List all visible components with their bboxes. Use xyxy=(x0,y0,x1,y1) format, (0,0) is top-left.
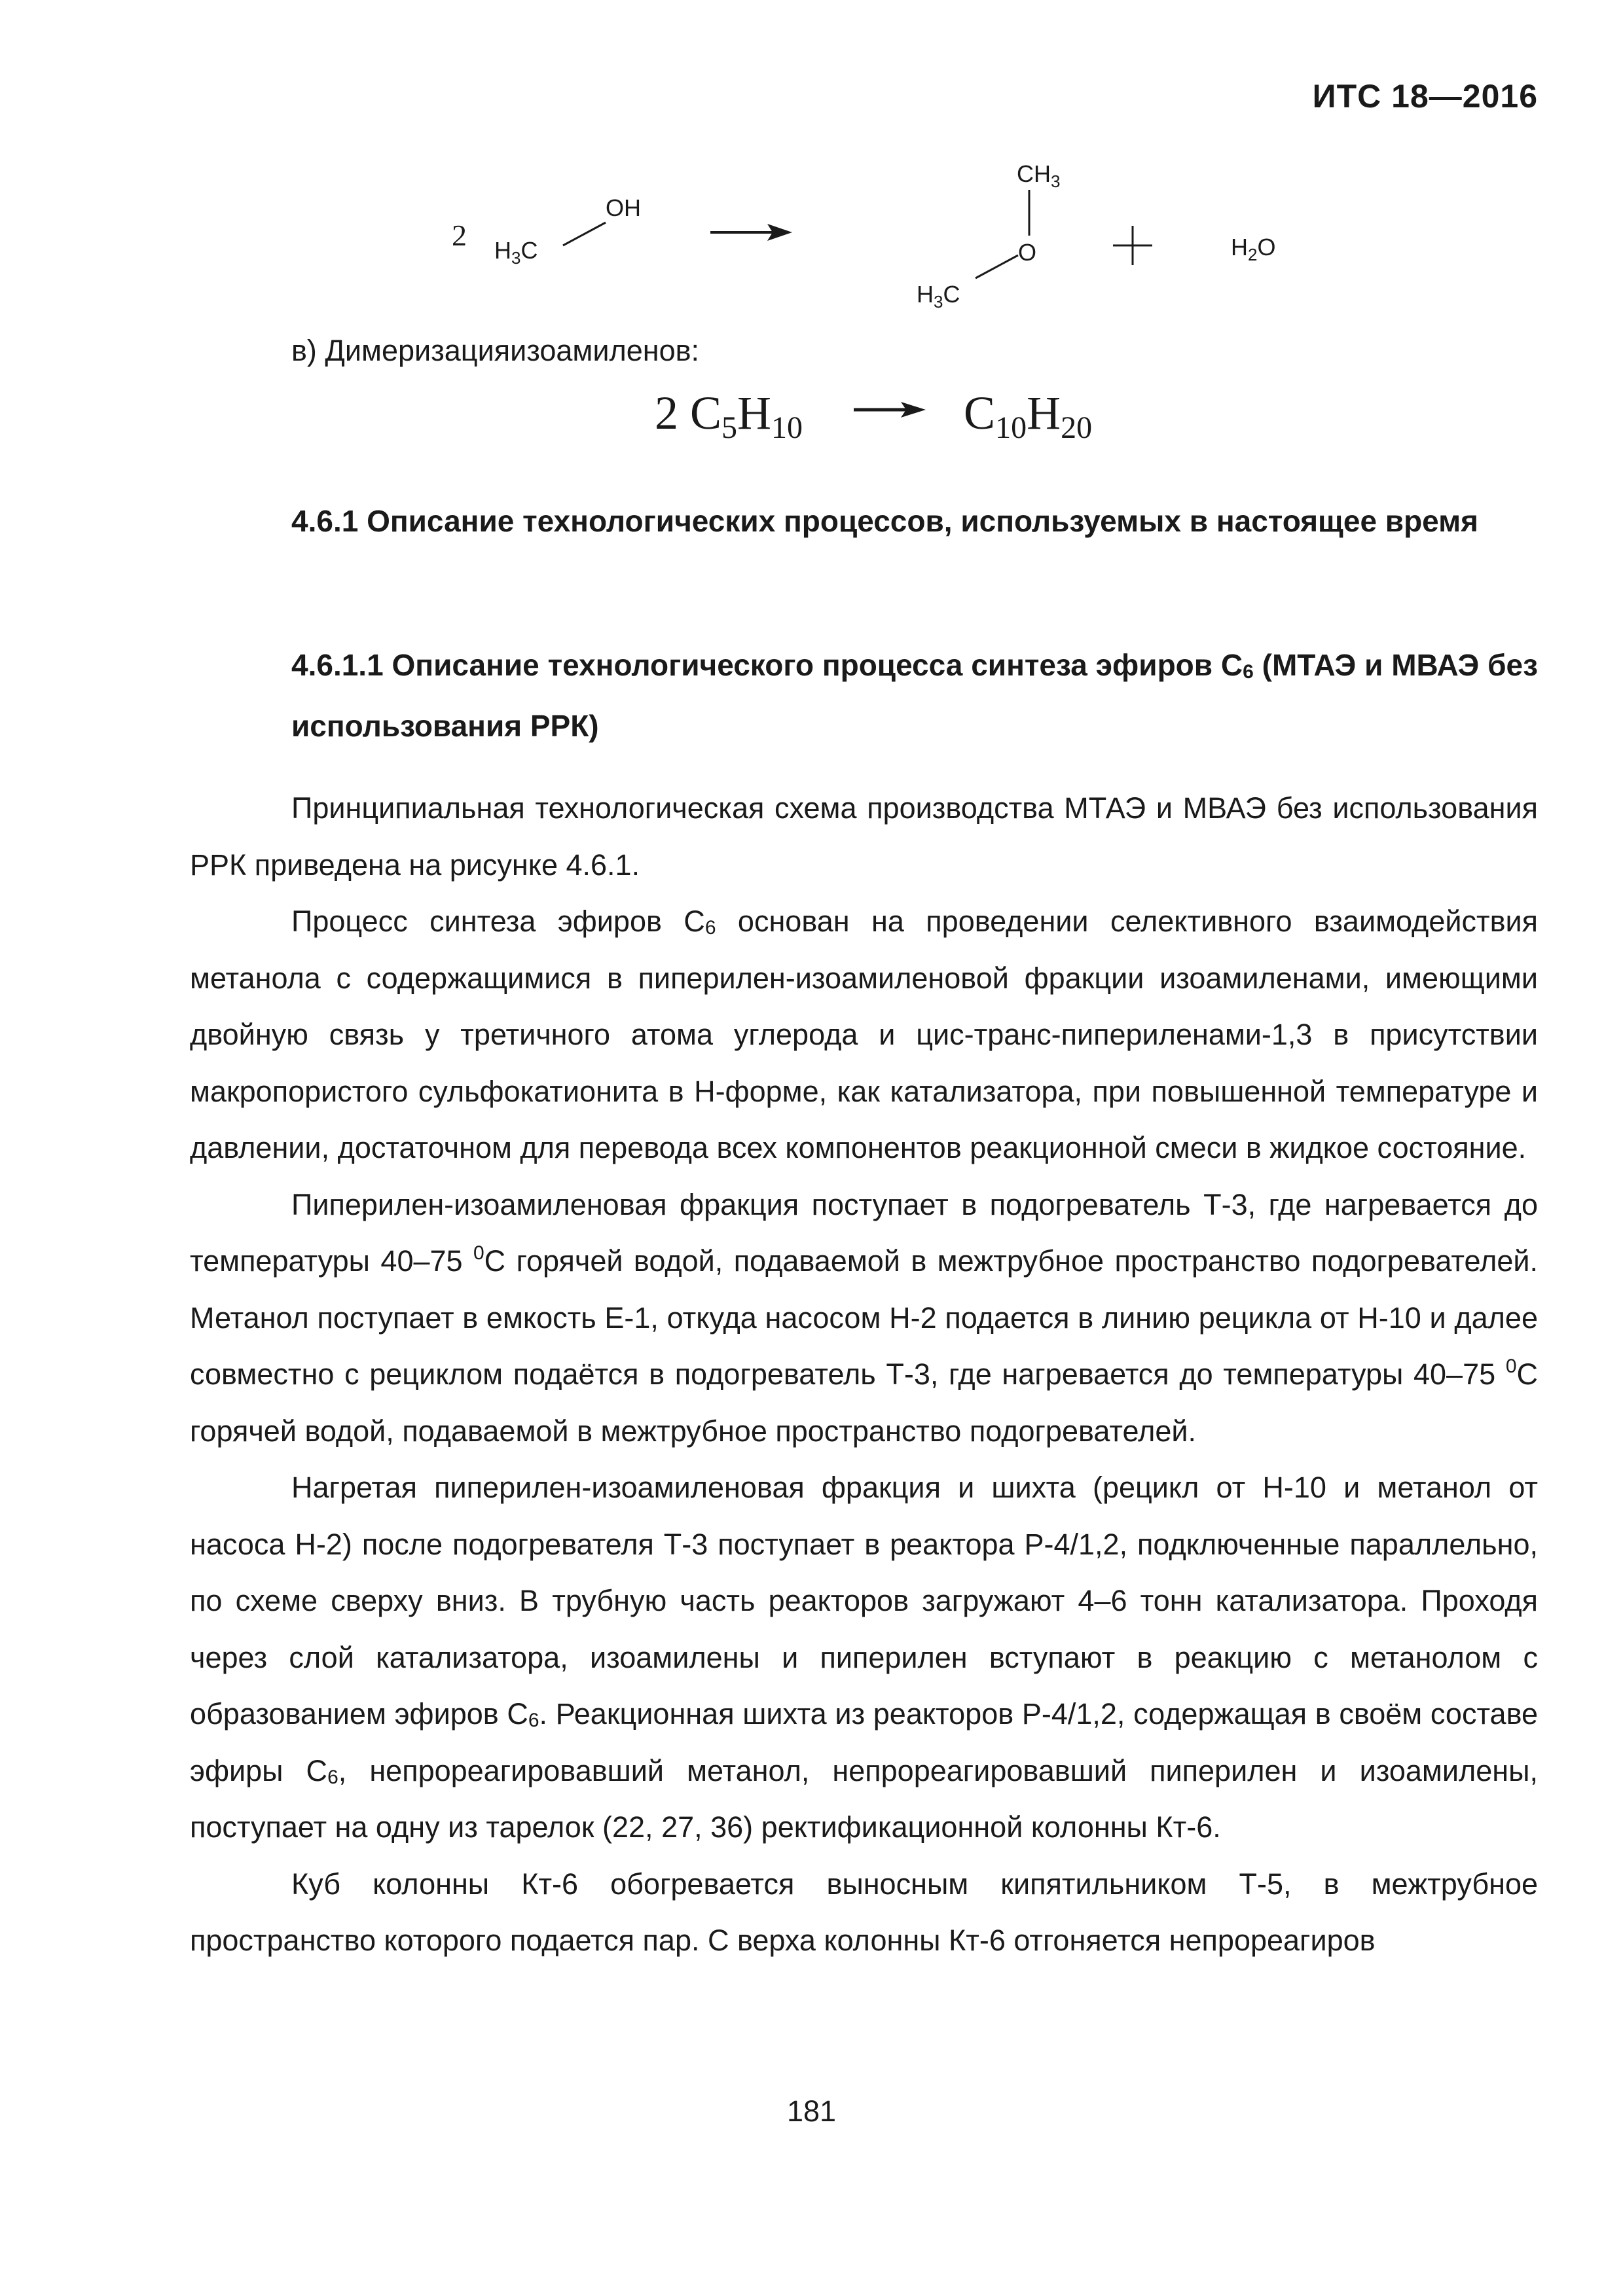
page-number: 181 xyxy=(786,2094,837,2128)
ether-bond-left xyxy=(976,255,1018,278)
reactant-h-sub: 10 xyxy=(771,410,803,445)
methanol-bond xyxy=(563,223,606,245)
coefficient: 2 xyxy=(452,219,467,252)
body-text xyxy=(190,780,1538,1969)
dimerization-equation xyxy=(655,386,1092,446)
dimer-arrow xyxy=(854,400,926,420)
dimerization-label: в) Димеризацияизоамиленов: xyxy=(291,334,700,367)
product-h: H xyxy=(1027,387,1061,439)
product-h-sub: 20 xyxy=(1061,410,1093,445)
reactant-coefficient: 2 xyxy=(655,387,678,439)
paragraph: Куб колонны Кт-6 обогревается выносным кипятильником Т-5, в межтрубное пространство которого подается пар. С верха колонны Кт-6 отгоняется непрореагиров xyxy=(190,1867,1538,1957)
ether-h3c: $H_3C$ xyxy=(917,281,960,312)
section-heading: 4.6.1 Описание технологических процессов, используемых в настоящее время xyxy=(291,504,1479,538)
reactant-c: C xyxy=(690,387,722,439)
reactant-c-sub: 5 xyxy=(721,410,738,445)
paragraph: Пиперилен-изоамиленовая фракция поступает в подогреватель Т-3, где нагревается до температуры 40–75 $^0$С горячей водой, подаваемой в межтрубное пространство подогревателей. Метанол поступает в емкость Е-1, откуда насосом Н-2 подается в линию рецикла от Н-10 и далее совместно с рециклом подаётся в подогреватель Т-3, где нагревается до температуры 40–75 $^0$С горячей водой, подаваемой в межтрубное пространство подогревателей. xyxy=(190,1187,1538,1448)
reactant-h: H xyxy=(737,387,772,439)
water: $H_2O$ xyxy=(1231,234,1276,264)
subsection-heading: 4.6.1.1 Описание технологического процесса синтеза эфиров $С_6$ (МТАЭ и МВАЭ без использования РРК) xyxy=(291,648,1538,743)
paragraph: Нагретая пиперилен-изоамиленовая фракция и шихта (рецикл от Н-10 и метанол от насоса Н-2) после подогревателя Т-3 поступает в реактора Р-4/1,2, подключенные параллельно, по схеме сверху вниз. В трубную часть реакторов загружают 4–6 тонн катализатора. Проходя через слой катализатора, изоамилены и пиперилен вступают в реакцию с метанолом с образованием эфиров $С_6$. Реакционная шихта из реакторов Р-4/1,2, содержащая в своём составе эфиры $С_6$, непрореагировавший метанол, непрореагировавший пиперилен и изоамилены, поступает на одну из тарелок (22, 27, 36) ректификационной колонны Кт-6. xyxy=(190,1471,1539,1844)
ether-ch3: $CH_3$ xyxy=(1017,160,1061,191)
document-code: ИТС 18—2016 xyxy=(1312,78,1538,115)
product-c-sub: 10 xyxy=(995,410,1027,445)
methanol-h3c: $H_3C$ xyxy=(494,237,538,268)
product-c: C xyxy=(964,387,996,439)
methanol-oh: OH xyxy=(606,194,641,221)
paragraph: Процесс синтеза эфиров $С_6$ основан на проведении селективного взаимодействия метанола с содержащимися в пиперилен-изоамиленовой фракции изоамиленами, имеющими двойную связь у третичного атома углерода и цис-транс-пипериленами-1,3 в присутствии макропористого сульфокатионита в Н-форме, как катализатора, при повышенной температуре и давлении, достаточном для перевода всех компонентов реакционной смеси в жидкое состояние. xyxy=(190,905,1539,1164)
reaction-scheme xyxy=(0,0,1623,327)
paragraph: Принципиальная технологическая схема производства МТАЭ и МВАЭ без использования РРК приведена на рисунке 4.6.1. xyxy=(190,791,1538,882)
ether-o: O xyxy=(1018,239,1037,266)
